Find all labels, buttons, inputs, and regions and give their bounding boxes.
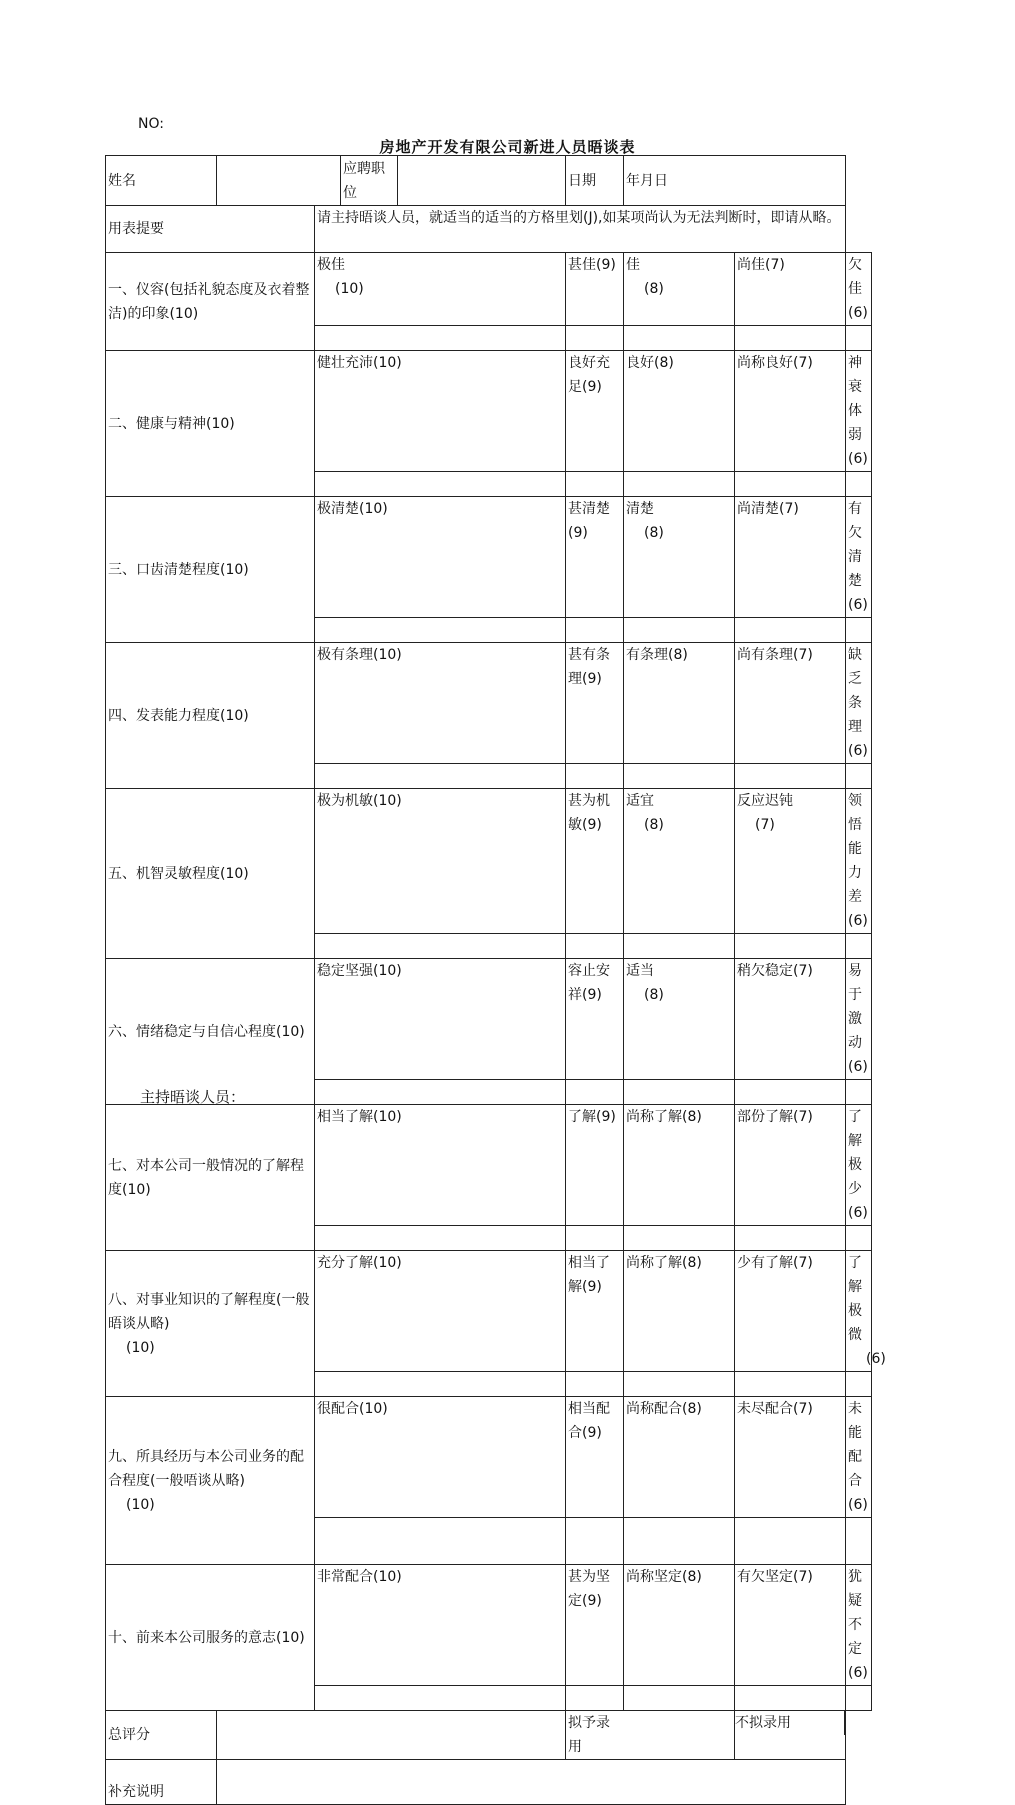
grade-option [624,1105,735,1226]
grade-option-text: 尚称配合(8) [626,1401,702,1417]
grade-checkbox[interactable] [735,1518,846,1565]
grade-checkbox[interactable] [846,618,872,643]
grade-option [624,253,735,326]
item-label [106,789,315,959]
grade-option-text: 良好充足(9) [568,355,610,395]
item-label-text: 六、情绪稳定与自信心程度(10) [108,1023,305,1040]
grade-option-text: 缺乏条理(6) [848,647,868,759]
grade-option-text: 尚有条理(7) [737,647,813,663]
grade-option [624,959,735,1080]
grade-checkbox[interactable] [735,618,846,643]
grade-option [846,253,872,326]
item-label [106,253,315,351]
grade-option-text: 相当了解(9) [568,1255,610,1295]
grade-checkbox[interactable] [566,1518,624,1565]
grade-checkbox[interactable] [315,934,566,959]
item-row [106,1105,872,1226]
item-label-text: 一、仪容(包括礼貌态度及衣着整洁)的印象(10) [108,281,310,322]
form-title: 房地产开发有限公司新进人员晤谈表 [379,138,636,156]
grade-option-text: 甚有条理(9) [568,647,610,687]
grade-checkbox[interactable] [846,934,872,959]
grade-checkbox[interactable] [624,764,735,789]
grade-option [735,959,846,1080]
item-label-text: 十、前来本公司服务的意志(10) [108,1629,305,1646]
item-label-text: 七、对本公司一般情况的了解程度(10) [108,1157,304,1198]
grade-option-text: 反应迟钝 [737,793,793,809]
grade-checkbox[interactable] [566,472,624,497]
item-label-points: (10) [126,1496,155,1513]
grade-option-text: 适宜 [626,793,654,809]
grade-option [846,643,872,764]
grade-checkbox[interactable] [735,472,846,497]
grade-option-text: 易于激动(6) [848,963,868,1075]
grade-option-text: 稍欠稳定(7) [737,963,813,979]
form-number-label: NO: [138,116,164,132]
grade-option-text: 甚为坚定(9) [568,1569,610,1609]
item-row [106,1565,872,1686]
item-label-points: (10) [126,1339,155,1356]
grade-option-text: 尚清楚(7) [737,501,799,517]
position-label: 应聘职位 [341,156,398,206]
grade-checkbox[interactable] [846,1686,872,1711]
grade-checkbox[interactable] [735,1372,846,1397]
grade-option [566,1251,624,1372]
grade-option-points: (10) [335,281,364,297]
grade-option-text: 有条理(8) [626,647,688,663]
grade-checkbox[interactable] [846,1372,872,1397]
grade-checkbox[interactable] [624,934,735,959]
grade-option [566,1565,624,1686]
grade-option-points: (8) [644,525,664,541]
grade-option [846,1251,886,1372]
item-label-text: 四、发表能力程度(10) [108,707,249,724]
grade-checkbox[interactable] [566,1080,624,1105]
grade-option [735,643,846,764]
date-value[interactable]: 年月日 [624,156,846,206]
grade-option [846,789,872,934]
grade-checkbox[interactable] [315,1518,566,1565]
grade-option [315,351,566,472]
item-label [106,959,315,1105]
item-label [106,1105,315,1251]
grade-option-text: 非常配合(10) [317,1569,402,1585]
grade-option [566,959,624,1080]
grade-option [624,351,735,472]
grade-option-text: 尚称了解(8) [626,1109,702,1125]
interview-table [105,155,886,1805]
item-label [106,351,315,497]
grade-checkbox[interactable] [315,472,566,497]
grade-option-text: 相当了解(10) [317,1109,402,1125]
grade-option [315,1397,566,1518]
grade-option-text: 健壮充沛(10) [317,355,402,371]
grade-option-text: 尚称坚定(8) [626,1569,702,1585]
grade-option-text: 未尽配合(7) [737,1401,813,1417]
grade-option [846,1105,872,1226]
grade-option-text: 稳定坚强(10) [317,963,402,979]
grade-checkbox[interactable] [846,472,872,497]
grade-checkbox[interactable] [846,1518,872,1565]
grade-option-text: 相当配合(9) [568,1401,610,1441]
grade-checkbox[interactable] [566,326,624,351]
grade-option-text: 犹疑不定(6) [848,1569,868,1681]
grade-option-text: 少有了解(7) [737,1255,813,1271]
grade-checkbox[interactable] [735,1686,846,1711]
grade-option [846,1397,872,1518]
grade-checkbox[interactable] [735,1226,846,1251]
item-row [106,959,872,1080]
item-label [106,643,315,789]
grade-option [735,789,846,934]
grade-checkbox[interactable] [315,1372,566,1397]
grade-option [566,789,624,934]
item-label-text: 三、口齿清楚程度(10) [108,561,249,578]
hire-checkbox[interactable] [624,1711,735,1760]
grade-option-text: 甚清楚(9) [568,501,610,541]
grade-option-text: 欠佳(6) [848,257,868,321]
name-label: 姓名 [106,156,217,206]
grade-checkbox[interactable] [846,326,872,351]
grade-option [315,253,566,326]
grade-option [624,1397,735,1518]
grade-checkbox[interactable] [315,1080,566,1105]
host-interviewer-label: 主持晤谈人员： [140,1088,246,1106]
item-row [106,1251,872,1372]
grade-option [846,959,872,1080]
item-label-text: 五、机智灵敏程度(10) [108,865,249,882]
grade-checkbox[interactable] [735,934,846,959]
grade-option [566,253,624,326]
grade-option-text: 清楚 [626,501,654,517]
grade-option-points: (6) [866,1351,886,1367]
grade-checkbox[interactable] [624,1686,735,1711]
grade-option-text: 领悟能力差(6) [848,793,868,929]
grade-checkbox[interactable] [624,1372,735,1397]
grade-checkbox[interactable] [624,472,735,497]
item-row [106,643,872,764]
grade-option [315,959,566,1080]
grade-option-text: 了解极少(6) [848,1109,868,1221]
grade-option [315,643,566,764]
grade-option [315,497,566,618]
item-row [106,789,872,934]
grade-option [846,497,872,618]
item-label-text: 八、对事业知识的了解程度(一般晤谈从略) [108,1291,310,1332]
guide-text: 请主持晤谈人员，就适当的适当的方格里划(J),如某项尚认为无法判断时，即请从略。 [315,206,846,253]
grade-checkbox[interactable] [566,934,624,959]
grade-checkbox[interactable] [624,1518,735,1565]
item-row [106,497,872,618]
grade-option-text: 极佳 [317,257,345,273]
total-score-field[interactable] [217,1711,566,1760]
name-field[interactable] [217,156,341,206]
nohire-label: 不拟录用 [735,1711,845,1735]
grade-option-text: 充分了解(10) [317,1255,402,1271]
grade-option-text: 尚佳(7) [737,257,785,273]
grade-checkbox[interactable] [315,1686,566,1711]
grade-option [735,1397,846,1518]
grade-option [735,1105,846,1226]
grade-checkbox[interactable] [566,1372,624,1397]
grade-checkbox[interactable] [566,1226,624,1251]
notes-label: 补充说明 [106,1760,217,1805]
grade-option [566,1397,624,1518]
notes-field[interactable] [217,1760,846,1805]
grade-option-points: (7) [755,817,775,833]
grade-option-text: 容止安祥(9) [568,963,610,1003]
grade-checkbox[interactable] [315,618,566,643]
item-label-text: 九、所具经历与本公司业务的配合程度(一般唔谈从略) [108,1448,304,1489]
grade-option [735,253,846,326]
grade-checkbox[interactable] [846,1080,872,1105]
grade-option-text: 了解极微 [848,1255,862,1343]
total-score-label: 总评分 [106,1711,217,1760]
grade-checkbox[interactable] [735,1080,846,1105]
grade-checkbox[interactable] [315,1226,566,1251]
grade-checkbox[interactable] [566,1686,624,1711]
grade-checkbox[interactable] [624,1080,735,1105]
grade-option [735,1251,846,1372]
grade-checkbox[interactable] [735,326,846,351]
grade-option-points: (8) [644,281,664,297]
grade-option-text: 佳 [626,257,640,273]
grade-option [735,497,846,618]
grade-checkbox[interactable] [735,764,846,789]
grade-option-text: 未能配合(6) [848,1401,868,1513]
grade-option-text: 适当 [626,963,654,979]
grade-option [315,1565,566,1686]
grade-option [624,789,735,934]
grade-option [735,351,846,472]
grade-option [315,1251,566,1372]
grade-option-text: 极清楚(10) [317,501,388,517]
item-row [106,1397,872,1518]
grade-checkbox[interactable] [566,618,624,643]
grade-option-text: 极为机敏(10) [317,793,402,809]
grade-option-text: 尚称了解(8) [626,1255,702,1271]
grade-option-points: (8) [644,817,664,833]
grade-option [624,643,735,764]
grade-checkbox[interactable] [624,326,735,351]
grade-option [846,1565,872,1686]
grade-option-text: 部份了解(7) [737,1109,813,1125]
grade-option-text: 甚佳(9) [568,257,616,273]
grade-option [624,497,735,618]
grade-option-text: 神衰体弱(6) [848,355,868,467]
grade-checkbox[interactable] [846,764,872,789]
grade-option [566,1105,624,1226]
grade-checkbox[interactable] [566,764,624,789]
item-label-text: 二、健康与精神(10) [108,415,235,432]
item-row [106,253,872,326]
grade-option-text: 很配合(10) [317,1401,388,1417]
evaluation-items [106,253,886,1711]
grade-checkbox[interactable] [624,618,735,643]
grade-checkbox[interactable] [315,326,566,351]
grade-checkbox[interactable] [624,1226,735,1251]
grade-option [315,789,566,934]
grade-option [315,1105,566,1226]
grade-checkbox[interactable] [846,1226,872,1251]
grade-option-points: (8) [644,987,664,1003]
item-label [106,1565,315,1711]
item-label [106,1397,315,1565]
grade-option-text: 尚称良好(7) [737,355,813,371]
item-label [106,1251,315,1397]
grade-option-text: 有欠坚定(7) [737,1569,813,1585]
guide-label: 用表提要 [106,206,315,253]
grade-option [566,497,624,618]
grade-option [624,1251,735,1372]
hire-label: 拟予录用 [566,1711,624,1760]
date-label: 日期 [566,156,624,206]
grade-option-text: 极有条理(10) [317,647,402,663]
grade-option [566,643,624,764]
grade-option-text: 良好(8) [626,355,674,371]
grade-option-text: 甚为机敏(9) [568,793,610,833]
grade-checkbox[interactable] [315,764,566,789]
item-label [106,497,315,643]
grade-option-text: 了解(9) [568,1109,616,1125]
item-row [106,351,872,472]
position-field[interactable] [398,156,566,206]
grade-option [624,1565,735,1686]
grade-option [846,351,872,472]
grade-option [735,1565,846,1686]
grade-option [566,351,624,472]
grade-option-text: 有欠清楚(6) [848,501,868,613]
